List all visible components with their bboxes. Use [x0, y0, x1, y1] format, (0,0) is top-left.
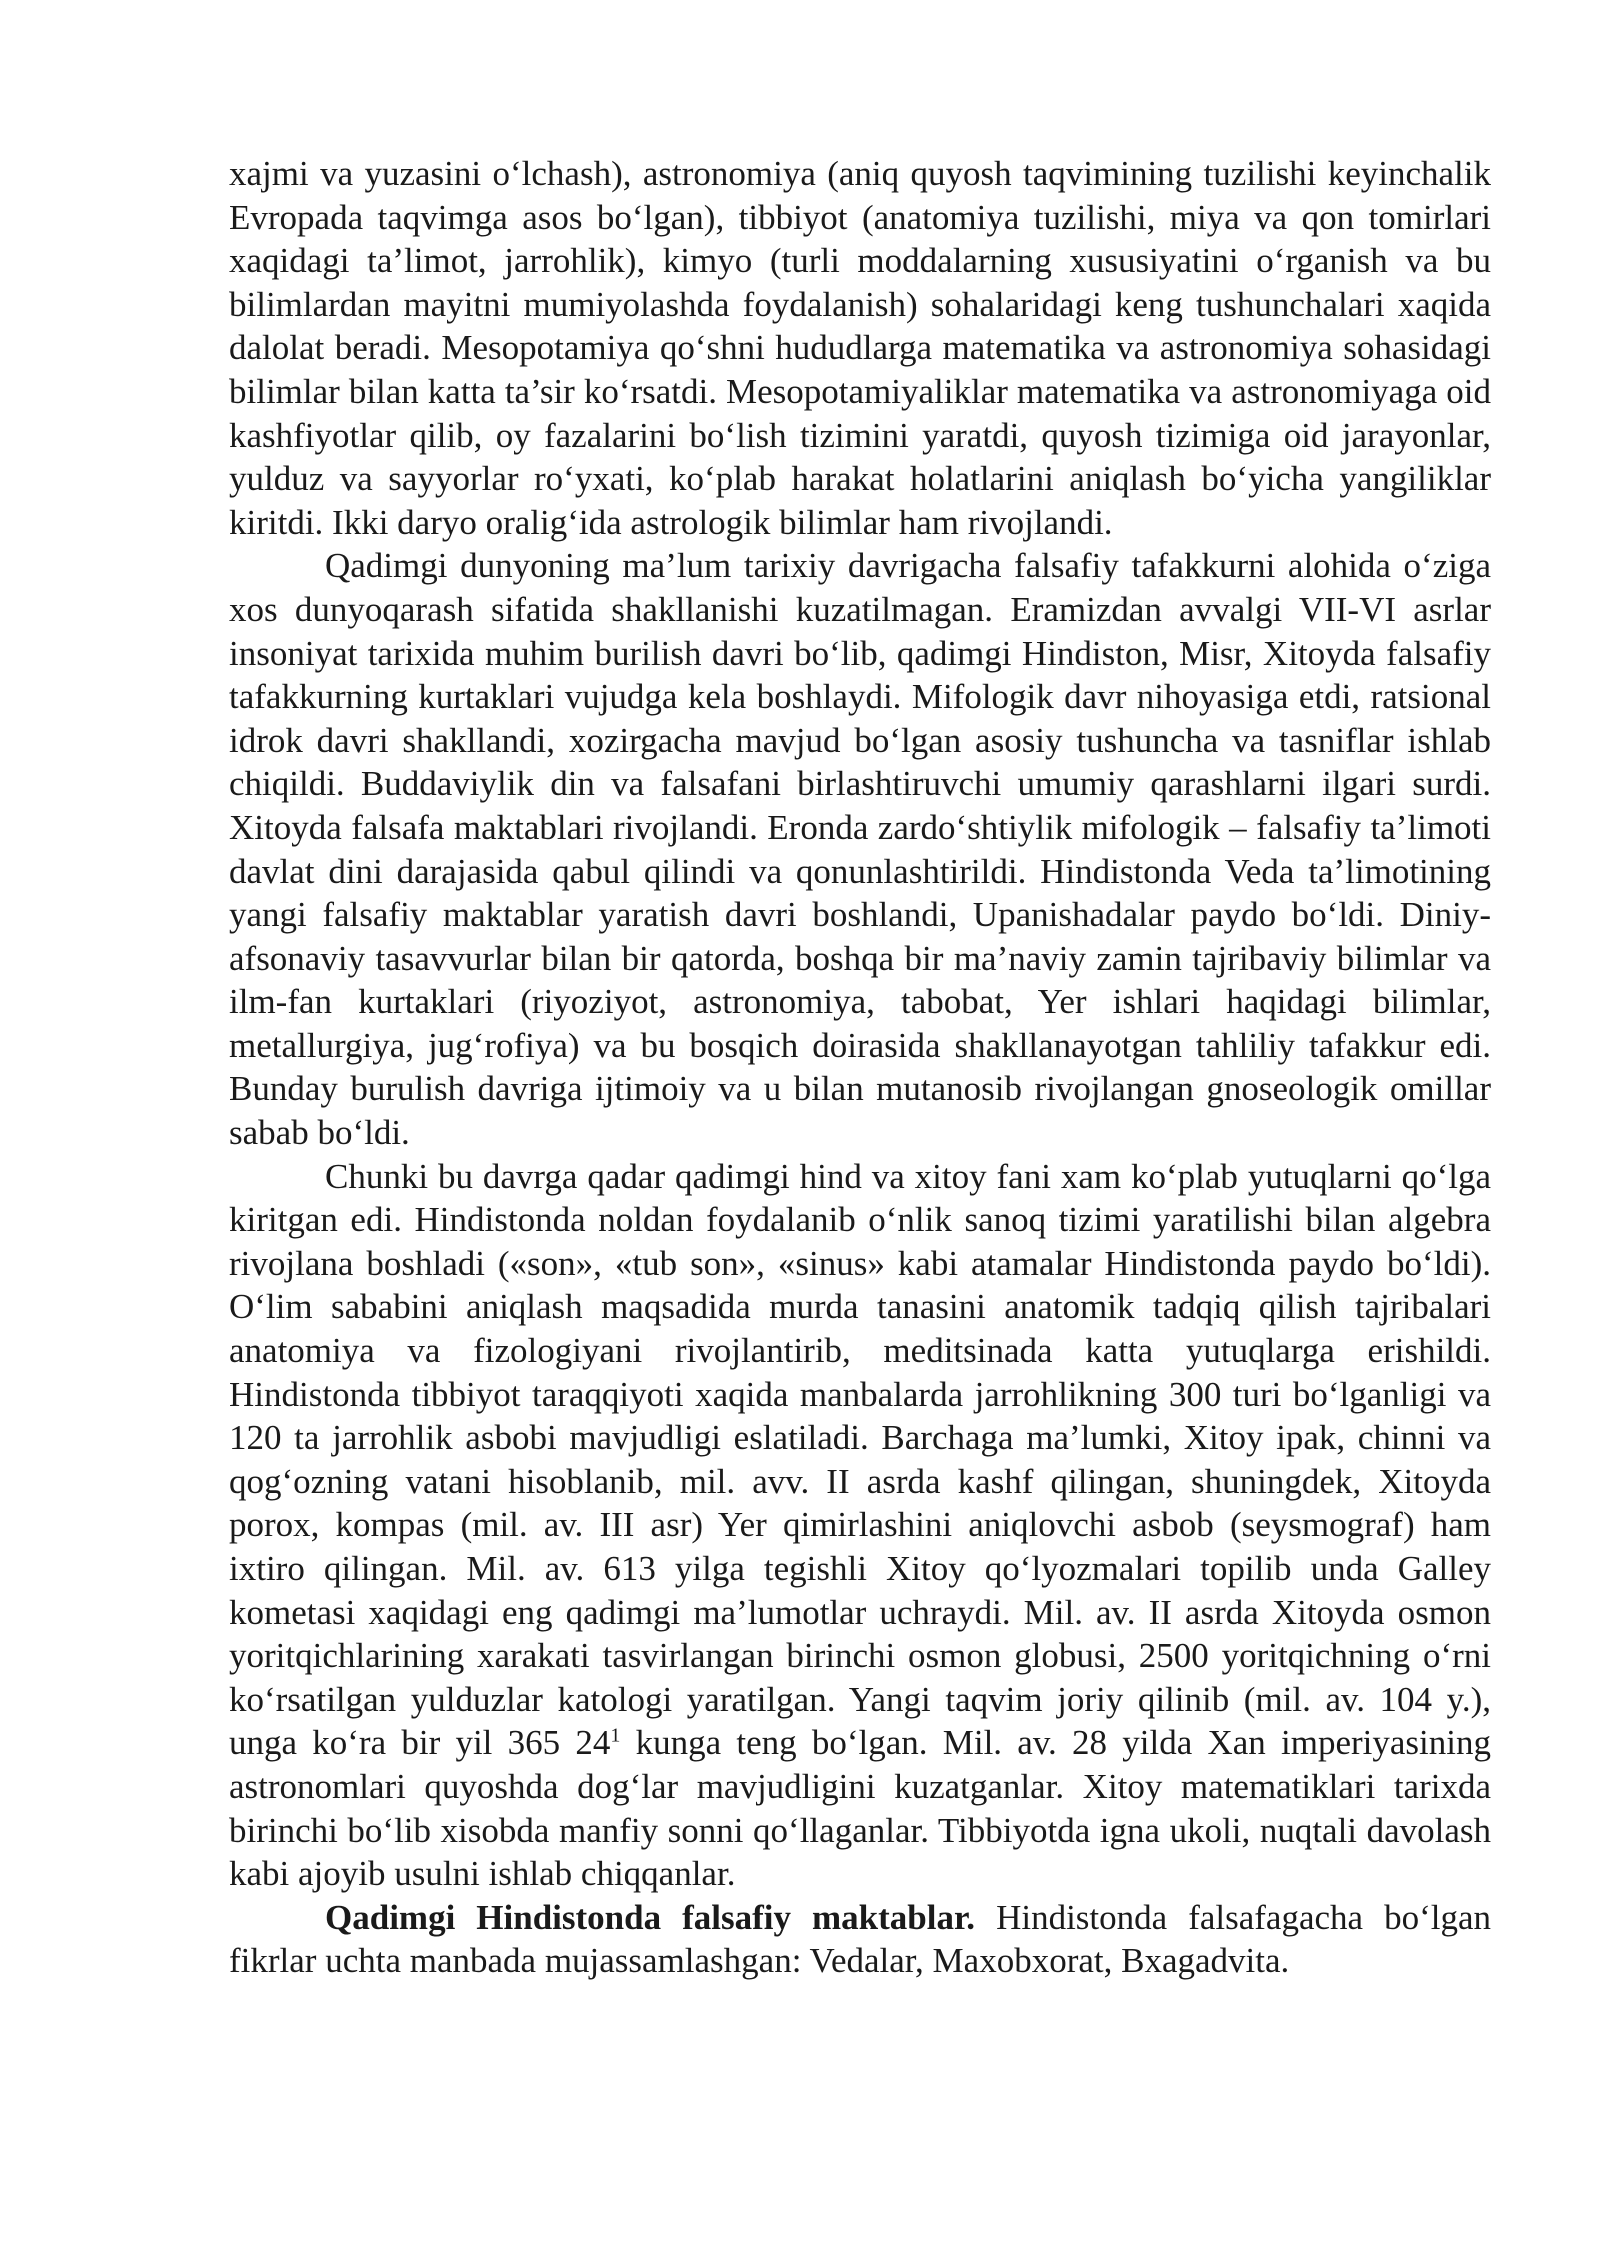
- paragraph-2: Qadimgi dunyoning ma’lum tarixiy davrigacha falsafiy tafakkurni alohida o‘ziga xos dunyoqarash sifatida shakllanishi kuzatilmagan. Eramizdan avvalgi VII-VI asrlar insoniyat tarixida muhim burilish davri bo‘lib, qadimgi Hindiston, Misr, Xitoyda falsafiy tafakkurning kurtaklari vujudga kela boshlaydi. Mifologik davr nihoyasiga etdi, ratsional idrok davri shakllandi, xozirgacha mavjud bo‘lgan asosiy tushuncha va tasniflar ishlab chiqildi. Buddaviylik din va falsafani birlashtiruvchi umumiy qarashlarni ilgari surdi. Xitoyda falsafa maktablari rivojlandi. Eronda zardo‘shtiylik mifologik – falsafiy ta’limoti davlat dini darajasida qabul qilindi va qonunlashtirildi. Hindistonda Veda ta’limotining yangi falsafiy maktablar yaratish davri boshlandi, Upanishadalar paydo bo‘ldi. Diniy-afsonaviy tasavvurlar bilan bir qatorda, boshqa bir ma’naviy zamin tajribaviy bilimlar va ilm-fan kurtaklari (riyoziyot, astronomiya, tabobat, Yer ishlari haqidagi bilimlar, metallurgiya, jug‘rofiya) va bu bosqich doirasida shakllanayotgan tahliliy tafakkur edi. Bunday burulish davriga ijtimoiy va u bilan mutanosib rivojlangan gnoseologik omillar sabab bo‘ldi.: [229, 546, 1491, 1153]
- paragraph-3-text-b: kunga teng bo‘lgan. Mil. av. 28 yilda Xan imperiyasining astronomlari quyoshda dog‘lar mavjudligini kuzatganlar. Xitoy matematiklari tarixda birinchi bo‘lib xisobda manfiy sonni qo‘llaganlar. Tibbiyotda igna ukoli, nuqtali davolash kabi ajoyib usulni ishlab chiqqanlar.: [229, 1723, 1491, 1894]
- paragraph-4-text: Hindistonda falsafagacha bo‘lgan fikrlar uchta manbada mujassamlashgan: Vedalar, Maxobxorat, Bxagadvita.: [229, 1897, 1491, 1981]
- footnote-marker: 1: [610, 1724, 621, 1747]
- paragraph-1: xajmi va yuzasini o‘lchash), astronomiya (aniq quyosh taqvimining tuzilishi keyinchalik Evropada taqvimga asos bo‘lgan), tibbiyot (anatomiya tuzilishi, miya va qon tomirlari xaqidagi ta’limot, jarrohlik), kimyo (turli moddalarning xususiyatini o‘rganish va bu bilimlardan mayitni mumiyolashda foydalanish) sohalaridagi keng tushunchalari xaqida dalolat beradi. Mesopotamiya qo‘shni hududlarga matematika va astronomiya sohasidagi bilimlar bilan katta ta’sir ko‘rsatdi. Mesopotamiyaliklar matematika va astronomiyaga oid kashfiyotlar qilib, oy fazalarini bo‘lish tizimini yaratdi, quyosh tizimiga oid jarayonlar, yulduz va sayyorlar ro‘yxati, ko‘plab harakat holatlarini aniqlash bo‘yicha yangiliklar kiritdi. Ikki daryo oralig‘ida astrologik bilimlar ham rivojlandi.: [229, 154, 1491, 542]
- paragraph-3: [229, 1155, 1491, 1896]
- paragraph-4: [229, 1896, 1491, 1983]
- document-page: [229, 152, 1491, 1983]
- paragraph-3-text-a: Chunki bu davrga qadar qadimgi hind va xitoy fani xam ko‘plab yutuqlarni qo‘lga kiritgan edi. Hindistonda noldan foydalanib o‘nlik sanoq tizimi yaratilishi bilan algebra rivojlana boshladi («son», «tub son», «sinus» kabi atamalar Hindistonda paydo bo‘ldi). O‘lim sababini aniqlash maqsadida murda tanasini anatomik tadqiq qilish tajribalari anatomiya va fizologiyani rivojlantirib, meditsinada katta yutuqlarga erishildi. Hindistonda tibbiyot taraqqiyoti xaqida manbalarda jarrohlikning 300 turi bo‘lganligi va 120 ta jarrohlik asbobi mavjudligi eslatiladi. Barchaga ma’lumki, Xitoy ipak, chinni va qog‘ozning vatani hisoblanib, mil. avv. II asrda kashf qilingan, shuningdek, Xitoyda porox, kompas (mil. av. III asr) Yer qimirlashini aniqlovchi asbob (seysmograf) ham ixtiro qilingan. Mil. av. 613 yilga tegishli Xitoy qo‘lyozmalari topilib unda Galley kometasi xaqidagi eng qadimgi ma’lumotlar uchraydi. Mil. av. II asrda Xitoyda osmon yoritqichlarining xarakati tasvirlangan birinchi osmon globusi, 2500 yoritqichning o‘rni ko‘rsatilgan yulduzlar katologi yaratilgan. Yangi taqvim joriy qilinib (mil. av. 104 y.), unga ko‘ra bir yil 365 24: [229, 1156, 1491, 1763]
- section-heading: Qadimgi Hindistonda falsafiy maktablar.: [325, 1897, 976, 1937]
